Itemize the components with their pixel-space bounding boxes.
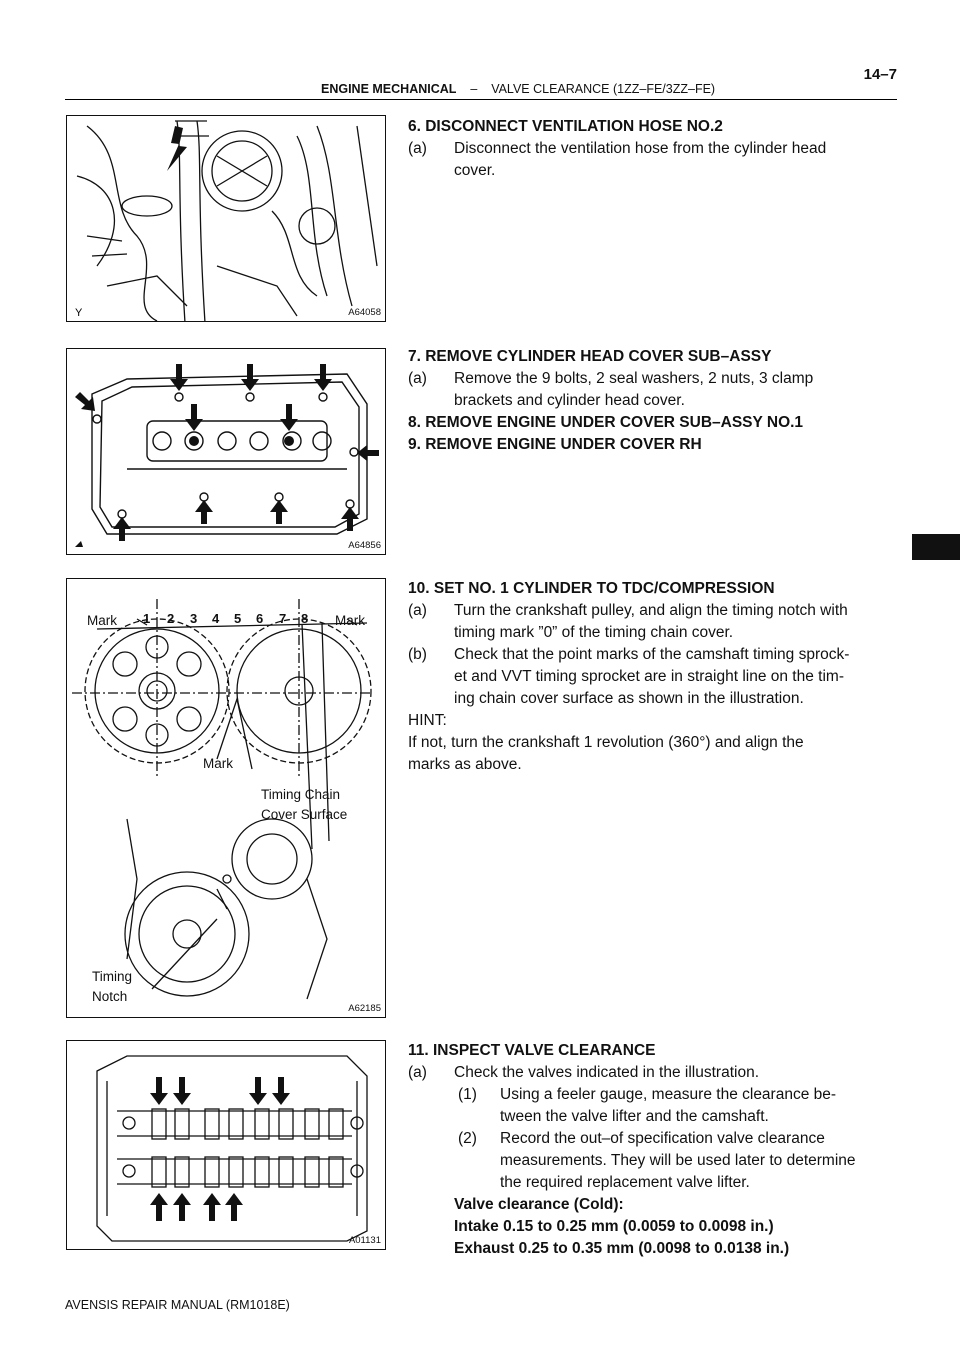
step-10a-label: (a) [408,602,427,619]
step-11a-label: (a) [408,1064,427,1081]
valve-clearance-illustration [67,1041,386,1250]
header-subsection: VALVE CLEARANCE (1ZZ–FE/3ZZ–FE) [491,82,716,96]
spec-exhaust: Exhaust 0.25 to 0.35 mm (0.0098 to 0.0138 in.) [454,1240,790,1257]
step-11a-2-label: (2) [458,1130,477,1147]
spec-title: Valve clearance (Cold): [454,1196,624,1213]
step-10-title: 10. SET NO. 1 CYLINDER TO TDC/COMPRESSION [408,580,775,597]
step-7a-line1: Remove the 9 bolts, 2 seal washers, 2 nuts, 3 clamp [454,370,814,387]
step-10b-line3: ing chain cover surface as shown in the illustration. [454,690,804,707]
step-6a-line2: cover. [454,162,496,179]
step-10b-line2: et and VVT timing sprocket are in straight line on the tim- [454,668,844,685]
step-11a-2-line3: the required replacement valve lifter. [500,1174,750,1191]
number-6: 6 [256,611,264,626]
step-11a-1-line2: tween the valve lifter and the camshaft. [500,1108,769,1125]
number-7: 7 [279,611,287,626]
figure-valve-clearance [66,1040,386,1250]
figure-code: A64856 [348,540,381,551]
number-3: 3 [190,611,198,626]
header-section [321,82,715,96]
ventilation-hose-illustration [67,116,386,322]
step-11-title: 11. INSPECT VALVE CLEARANCE [408,1042,656,1059]
number-2: 2 [167,611,175,626]
label-mark-right: Mark [335,613,365,628]
step-8-title: 8. REMOVE ENGINE UNDER COVER SUB–ASSY NO.1 [408,414,804,431]
step-6-title: 6. DISCONNECT VENTILATION HOSE NO.2 [408,118,723,135]
step-10 [408,578,898,776]
step-6a-label: (a) [408,140,427,157]
step-10b-line1: Check that the point marks of the camshaft timing sprock- [454,646,850,663]
figure-corner-letter: Y [75,307,83,319]
label-mark-center: Mark [203,756,233,771]
step-7a [408,368,898,412]
label-timing-chain: Timing Chain [261,787,341,802]
step-10a-line2: timing mark ”0” of the timing chain cover. [454,624,734,641]
step-9-title: 9. REMOVE ENGINE UNDER COVER RH [408,436,702,453]
step-11a-2-line1: Record the out–of specification valve clearance [500,1130,825,1147]
page-number: 14–7 [863,66,897,83]
header-rule [65,99,897,100]
label-mark-left: Mark [87,613,117,628]
hint-line2: marks as above. [408,756,522,773]
sprocket-numbers [143,611,308,626]
step-10a [408,600,898,644]
section-tab [912,534,960,560]
step-7 [408,346,898,456]
cylinder-head-cover-illustration [67,349,386,555]
figure-code: A62185 [348,1003,381,1014]
figure-ventilation-hose [66,115,386,322]
number-4: 4 [212,611,220,626]
header-separator: – [470,82,478,96]
step-6a [408,138,898,182]
label-notch: Notch [92,989,128,1004]
spec-intake: Intake 0.15 to 0.25 mm (0.0059 to 0.0098 in.) [454,1218,774,1235]
step-11a [408,1062,898,1084]
label-timing: Timing [92,969,133,984]
step-11a-1 [408,1084,898,1128]
figure-code: A01131 [348,1235,381,1246]
step-10b-label: (b) [408,646,427,663]
step-11a-1-label: (1) [458,1086,477,1103]
header-section-title: ENGINE MECHANICAL [321,82,457,96]
valve-arrows [150,1077,290,1221]
step-11a-2-line2: measurements. They will be used later to determine [500,1152,856,1169]
page-header [65,66,897,98]
figure-code: A64058 [348,307,381,318]
figure-cylinder-head-cover [66,348,386,555]
step-10b [408,644,898,710]
page-footer: AVENSIS REPAIR MANUAL (RM1018E) [65,1298,290,1312]
step-6a-line1: Disconnect the ventilation hose from the cylinder head [454,140,827,157]
step-10a-line1: Turn the crankshaft pulley, and align the timing notch with [454,602,848,619]
number-1: 1 [143,611,151,626]
step-11a-line1: Check the valves indicated in the illustration. [454,1064,759,1081]
figure-timing-marks [66,578,386,1018]
step-7a-line2: brackets and cylinder head cover. [454,392,685,409]
step-11a-2 [408,1128,898,1194]
step-11a-1-line1: Using a feeler gauge, measure the clearance be- [500,1086,837,1103]
number-5: 5 [234,611,242,626]
hint-line1: If not, turn the crankshaft 1 revolution (360°) and align the [408,734,804,751]
hint-label: HINT: [408,712,447,729]
number-8: 8 [301,611,309,626]
step-7-title: 7. REMOVE CYLINDER HEAD COVER SUB–ASSY [408,348,772,365]
step-11 [408,1040,898,1260]
step-6 [408,116,898,182]
arrows-group [75,364,379,541]
step-7a-label: (a) [408,370,427,387]
label-cover-surface: Cover Surface [261,807,348,822]
